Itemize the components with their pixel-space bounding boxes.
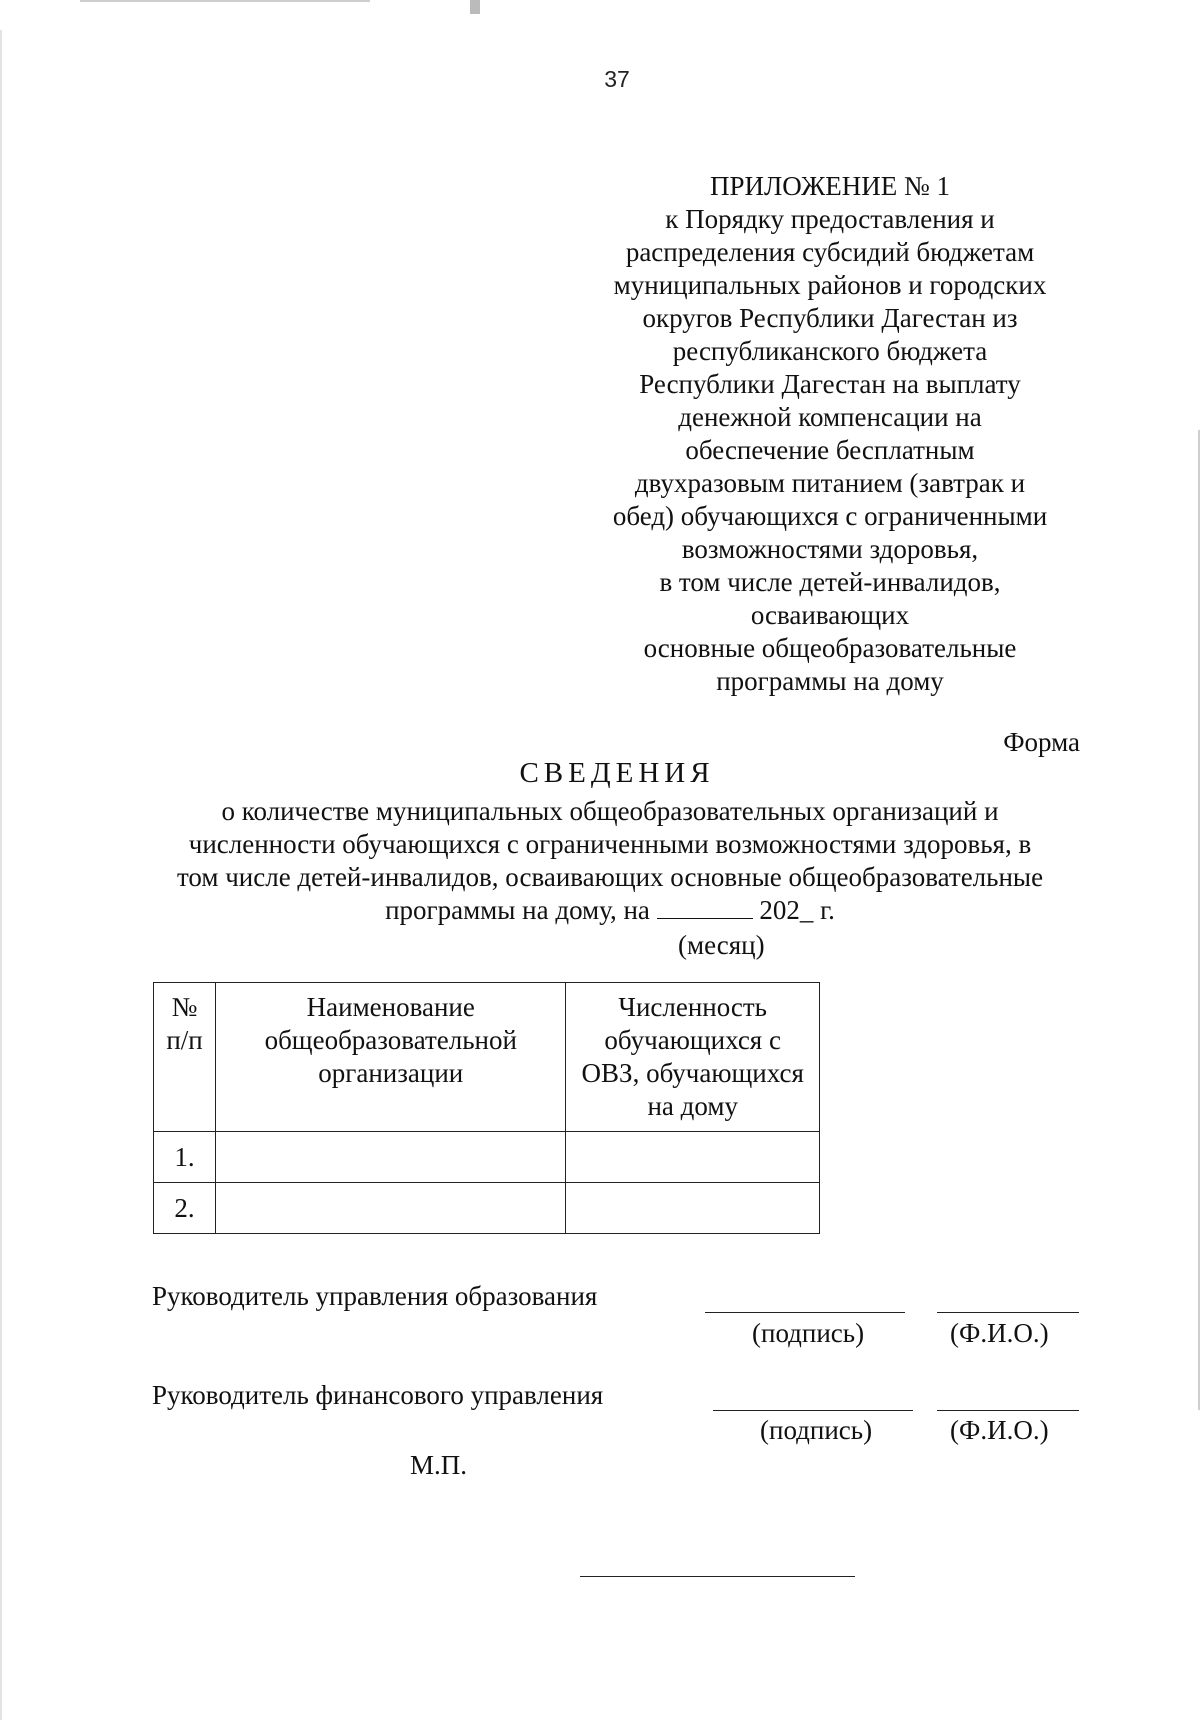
subtitle-line: о количестве муниципальных общеобразовательных организаций и bbox=[221, 796, 999, 826]
header-line: п/п bbox=[166, 1025, 203, 1055]
month-blank-field[interactable] bbox=[657, 896, 753, 919]
education-head-label: Руководитель управления образования bbox=[152, 1281, 598, 1311]
finance-head-name-line[interactable] bbox=[937, 1410, 1079, 1411]
subtitle-year: 202_ г. bbox=[759, 895, 835, 925]
header-line: Численность bbox=[618, 992, 767, 1022]
table-row bbox=[154, 1132, 820, 1183]
appendix-line: возможностями здоровья, bbox=[681, 534, 979, 564]
header-line: Наименование bbox=[306, 992, 475, 1022]
document-subtitle bbox=[140, 795, 1080, 927]
appendix-heading bbox=[590, 170, 1070, 698]
stamp-place: М.П. bbox=[410, 1450, 468, 1480]
appendix-line: основные общеобразовательные bbox=[643, 633, 1017, 663]
appendix-line: к Порядку предоставления и bbox=[665, 204, 995, 234]
appendix-line: двухразовым питанием (завтрак и bbox=[634, 468, 1026, 498]
finance-head-name-caption: (Ф.И.О.) bbox=[950, 1415, 1049, 1445]
appendix-line: республиканского бюджета bbox=[672, 336, 988, 366]
education-head-name-line[interactable] bbox=[937, 1312, 1079, 1313]
education-head-name-caption: (Ф.И.О.) bbox=[950, 1318, 1049, 1348]
header-organization-name bbox=[216, 983, 566, 1132]
document-title: СВЕДЕНИЯ bbox=[519, 757, 715, 789]
header-student-count bbox=[566, 983, 820, 1132]
header-line: на дому bbox=[647, 1091, 738, 1121]
education-head-signature-line[interactable] bbox=[705, 1312, 905, 1313]
subtitle-prefix: программы на дому, на bbox=[385, 895, 650, 925]
appendix-line: программы на дому bbox=[716, 666, 944, 696]
table-header-row bbox=[154, 983, 820, 1132]
organization-name-cell[interactable] bbox=[216, 1132, 566, 1183]
closing-rule bbox=[580, 1576, 855, 1577]
finance-head-signature-caption: (подпись) bbox=[760, 1415, 873, 1445]
month-caption: (месяц) bbox=[678, 930, 765, 960]
row-number-cell: 2. bbox=[154, 1183, 216, 1234]
page-number: 37 bbox=[604, 66, 630, 92]
finance-head-label: Руководитель финансового управления bbox=[152, 1380, 604, 1410]
row-number-cell: 1. bbox=[154, 1132, 216, 1183]
subtitle-last-line bbox=[140, 894, 1080, 927]
appendix-line: Республики Дагестан на выплату bbox=[639, 369, 1021, 399]
appendix-line: муниципальных районов и городских bbox=[613, 270, 1047, 300]
appendix-line: ПРИЛОЖЕНИЕ № 1 bbox=[709, 171, 951, 201]
education-head-signature-caption: (подпись) bbox=[752, 1318, 865, 1348]
appendix-line: денежной компенсации на bbox=[678, 402, 982, 432]
appendix-line: в том числе детей-инвалидов, bbox=[659, 567, 1001, 597]
appendix-line: осваивающих bbox=[750, 600, 910, 630]
appendix-line: обеспечение бесплатным bbox=[685, 435, 975, 465]
organization-name-cell[interactable] bbox=[216, 1183, 566, 1234]
header-number bbox=[154, 983, 216, 1132]
finance-head-signature-line[interactable] bbox=[713, 1410, 913, 1411]
appendix-line: обед) обучающихся с ограниченными bbox=[612, 501, 1048, 531]
header-line: ОВЗ, обучающихся bbox=[581, 1058, 804, 1088]
header-line: № bbox=[171, 992, 198, 1022]
scan-artifact-top-right bbox=[470, 0, 480, 14]
header-line: обучающихся с bbox=[604, 1025, 781, 1055]
schools-table bbox=[153, 982, 820, 1234]
student-count-cell[interactable] bbox=[566, 1183, 820, 1234]
subtitle-line: том числе детей-инвалидов, осваивающих основные общеобразовательные bbox=[176, 862, 1044, 892]
appendix-line: распределения субсидий бюджетам bbox=[625, 237, 1035, 267]
scan-artifact-left bbox=[0, 30, 2, 1720]
scan-artifact-top bbox=[80, 0, 370, 2]
form-label: Форма bbox=[1003, 727, 1080, 757]
table-row bbox=[154, 1183, 820, 1234]
appendix-line: округов Республики Дагестан из bbox=[642, 303, 1018, 333]
student-count-cell[interactable] bbox=[566, 1132, 820, 1183]
subtitle-line: численности обучающихся с ограниченными возможностями здоровья, в bbox=[188, 829, 1032, 859]
header-line: общеобразовательной bbox=[264, 1025, 517, 1055]
header-line: организации bbox=[318, 1058, 464, 1088]
